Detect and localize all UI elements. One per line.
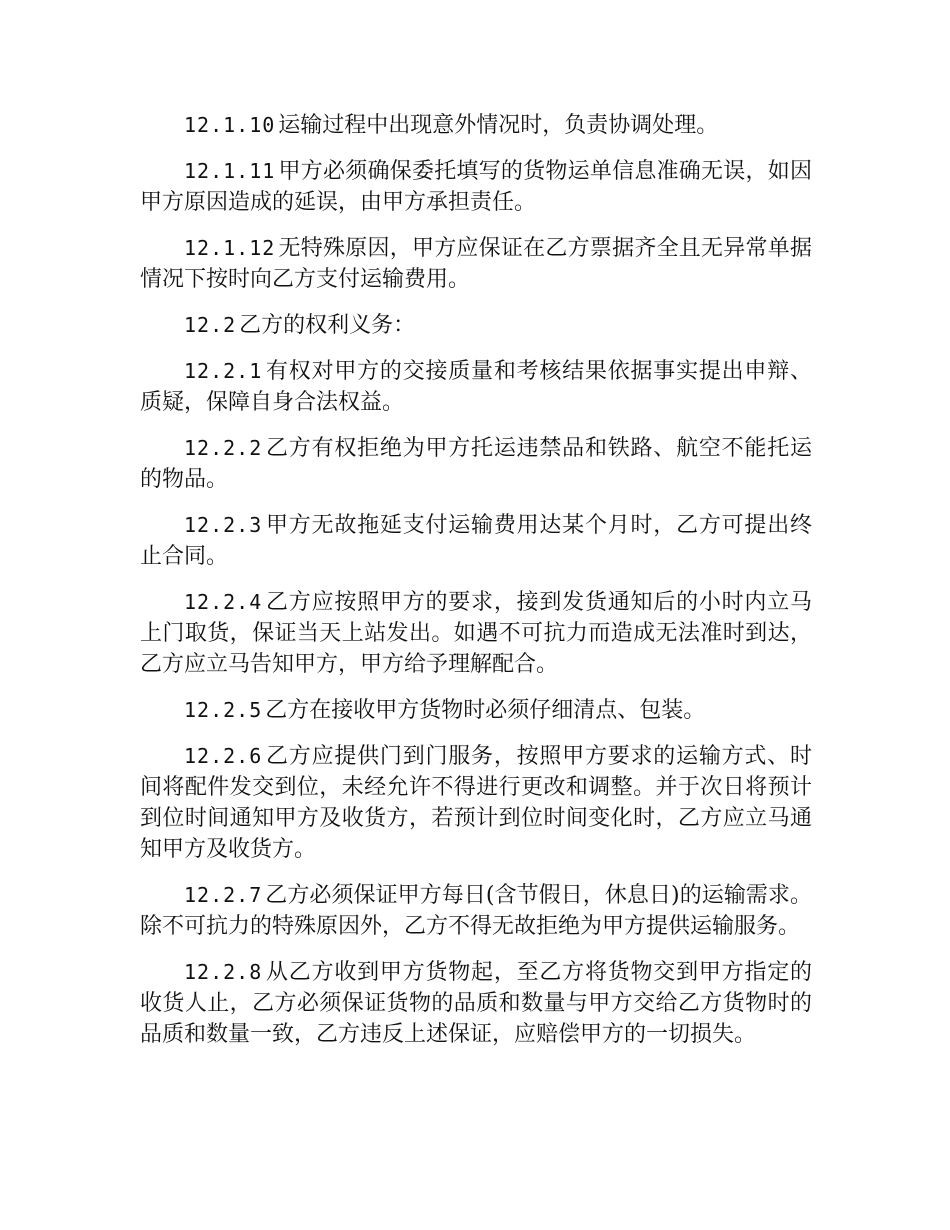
- clause-number: 12.2: [184, 313, 237, 337]
- clause-12-2-7: [140, 880, 812, 942]
- clause-12-2-3: [140, 510, 812, 572]
- clause-number: 12.2.2: [184, 436, 263, 460]
- clause-text: 运输过程中出现意外情况时，负责协调处理。: [278, 113, 719, 138]
- clause-text: 无特殊原因，甲方应保证在乙方票据齐全且无异常单据情况下按时向乙方支付运输费用。: [140, 236, 812, 292]
- clause-12-2-4: [140, 587, 812, 680]
- clause-text: 乙方必须保证甲方每日(含节假日，休息日)的运输需求。除不可抗力的特殊原因外，乙方不得无故拒绝为甲方提供运输服务。: [140, 883, 812, 939]
- clause-12-2-5: [140, 695, 812, 726]
- clause-text: 甲方必须确保委托填写的货物运单信息准确无误，如因甲方原因造成的延误，由甲方承担责任。: [140, 159, 812, 215]
- document-body: [140, 110, 812, 1065]
- clause-text: 乙方应按照甲方的要求，接到发货通知后的小时内立马上门取货，保证当天上站发出。如遇不可抗力而造成无法准时到达，乙方应立马告知甲方，甲方给予理解配合。: [140, 590, 812, 677]
- clause-text: 乙方在接收甲方货物时必须仔细清点、包装。: [265, 698, 706, 723]
- clause-number: 12.2.7: [184, 883, 263, 907]
- clause-text: 乙方应提供门到门服务，按照甲方要求的运输方式、时间将配件发交到位，未经允许不得进行更改和调整。并于次日将预计到位时间通知甲方及收货方，若预计到位时间变化时，乙方应立马通知甲方及收货方。: [140, 744, 812, 862]
- clause-12-1-11: [140, 156, 812, 218]
- section-12-2-heading: [140, 310, 812, 341]
- clause-text: 甲方无故拖延支付运输费用达某个月时，乙方可提出终止合同。: [140, 513, 812, 569]
- clause-number: 12.2.1: [184, 359, 263, 383]
- clause-number: 12.2.4: [184, 590, 263, 614]
- clause-number: 12.2.5: [184, 698, 263, 722]
- clause-12-1-12: [140, 233, 812, 295]
- clause-number: 12.2.6: [184, 744, 263, 768]
- clause-12-2-2: [140, 433, 812, 495]
- clause-number: 12.2.8: [184, 960, 263, 984]
- clause-number: 12.1.11: [184, 159, 276, 183]
- clause-12-1-10: [140, 110, 812, 141]
- clause-text: 有权对甲方的交接质量和考核结果依据事实提出申辩、质疑，保障自身合法权益。: [140, 359, 812, 415]
- clause-text: 乙方的权利义务：: [239, 313, 416, 338]
- clause-12-2-6: [140, 741, 812, 865]
- clause-12-2-1: [140, 356, 812, 418]
- clause-number: 12.1.10: [184, 113, 276, 137]
- clause-number: 12.2.3: [184, 513, 263, 537]
- clause-text: 乙方有权拒绝为甲方托运违禁品和铁路、航空不能托运的物品。: [140, 436, 812, 492]
- clause-text: 从乙方收到甲方货物起，至乙方将货物交到甲方指定的收货人止，乙方必须保证货物的品质和数量与甲方交给乙方货物时的品质和数量一致，乙方违反上述保证，应赔偿甲方的一切损失。: [140, 960, 812, 1047]
- clause-12-2-8: [140, 957, 812, 1050]
- clause-number: 12.1.12: [184, 236, 276, 260]
